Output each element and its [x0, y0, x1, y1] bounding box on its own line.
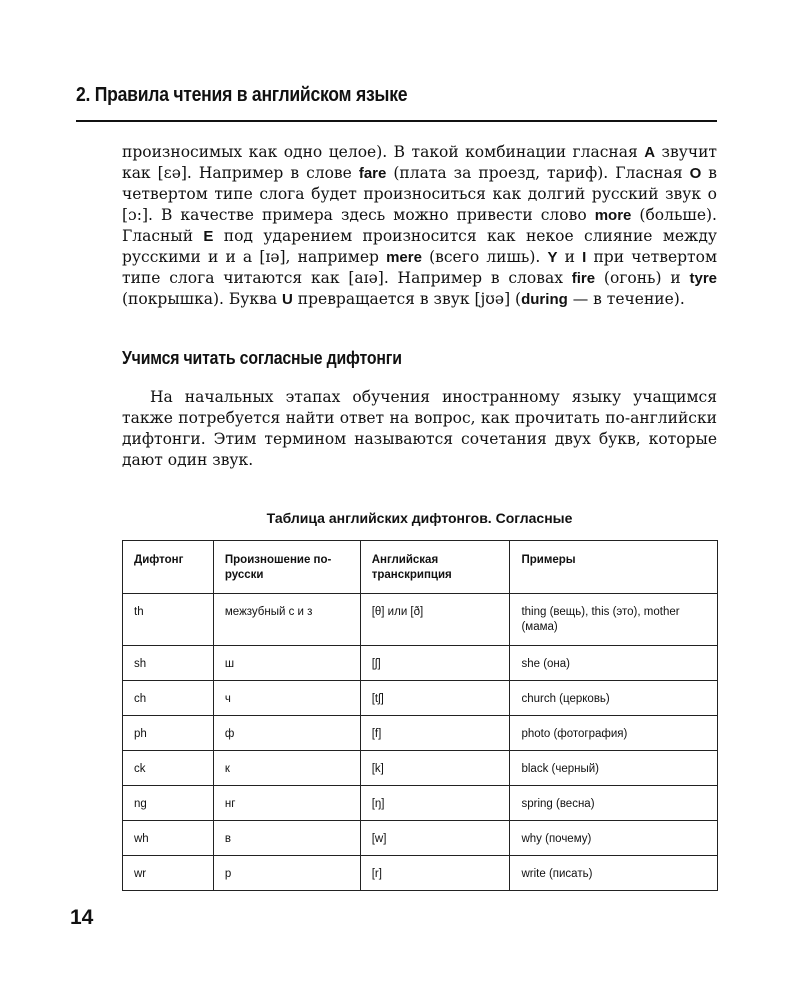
table-row [123, 716, 718, 751]
cell-transcription: [f] [360, 716, 510, 751]
cell-examples: thing (вещь), this (это), mother (мама) [510, 594, 718, 646]
key-letter: O [689, 165, 702, 182]
cell-digraph: ph [123, 716, 214, 751]
cell-digraph: th [123, 594, 214, 646]
example-word: during [521, 291, 568, 308]
paragraph-text: (покрышка). Буква [122, 290, 282, 308]
cell-pronunciation: ш [213, 646, 360, 681]
column-header-examples: Примеры [510, 541, 718, 594]
column-header-digraph: Дифтонг [123, 541, 214, 594]
paragraph-vowel-combinations [122, 142, 717, 310]
cell-examples: spring (весна) [510, 786, 718, 821]
chapter-title: 2. Правила чтения в английском языке [76, 84, 408, 106]
key-letter: I [582, 249, 587, 266]
example-word: tyre [689, 270, 718, 287]
cell-transcription: [tʃ] [360, 681, 510, 716]
cell-examples: church (церковь) [510, 681, 718, 716]
key-letter: Y [547, 249, 558, 266]
paragraph-text: и [557, 248, 583, 266]
table-row [123, 786, 718, 821]
key-letter: E [203, 228, 214, 245]
cell-digraph: ch [123, 681, 214, 716]
cell-digraph: wh [123, 821, 214, 856]
paragraph-text: — в течение). [567, 290, 685, 308]
table-row [123, 856, 718, 891]
cell-transcription: [k] [360, 751, 510, 786]
paragraph-text: (огонь) и [595, 269, 690, 287]
paragraph-text: звучит как [ɛə]. Например в слове [122, 143, 717, 182]
cell-transcription: [r] [360, 856, 510, 891]
paragraph-text: в четвертом типе слога будет произноситься как долгий русский звук о [ɔ:]. В качестве примера здесь можно привести слово [122, 164, 718, 224]
cell-digraph: ng [123, 786, 214, 821]
paragraph-text: при четвертом типе слога читаются как [aɪə]. Например в словах [122, 248, 717, 287]
column-header-transcription: Английская транскрипция [360, 541, 510, 594]
cell-examples: black (черный) [510, 751, 718, 786]
section-paragraph: На начальных этапах обучения иностранному языку учащимся также потребуется найти ответ на вопрос, как прочитать по-английски дифтонги. Этим термином называются сочетания двух букв, которые дают один звук. [122, 388, 717, 469]
table-row [123, 646, 718, 681]
paragraph-text: (всего лишь). [421, 248, 548, 266]
table-header-row [123, 541, 718, 594]
cell-pronunciation: к [213, 751, 360, 786]
paragraph-text: (плата за проезд, тариф). Гласная [386, 164, 690, 182]
cell-digraph: ck [123, 751, 214, 786]
cell-examples: why (почему) [510, 821, 718, 856]
cell-examples: write (писать) [510, 856, 718, 891]
header-divider [76, 120, 717, 122]
paragraph-text: (больше). Гласный [122, 206, 717, 245]
cell-examples: photo (фотография) [510, 716, 718, 751]
paragraph-text: произносимых как одно целое). В такой комбинации гласная [122, 143, 645, 161]
cell-digraph: sh [123, 646, 214, 681]
section-title: Учимся читать согласные дифтонги [122, 348, 402, 368]
cell-digraph: wr [123, 856, 214, 891]
key-letter: A [644, 144, 656, 161]
table-row [123, 594, 718, 646]
cell-transcription: [ŋ] [360, 786, 510, 821]
table-caption: Таблица английских дифтонгов. Согласные [266, 510, 573, 526]
cell-transcription: [θ] или [ð] [360, 594, 510, 646]
cell-transcription: [w] [360, 821, 510, 856]
table-row [123, 751, 718, 786]
digraph-table [122, 540, 718, 891]
example-word: fire [571, 270, 596, 287]
cell-transcription: [ʃ] [360, 646, 510, 681]
cell-pronunciation: ч [213, 681, 360, 716]
cell-examples: she (она) [510, 646, 718, 681]
example-word: mere [386, 249, 422, 266]
cell-pronunciation: нг [213, 786, 360, 821]
table-row [123, 821, 718, 856]
example-word: fare [358, 165, 387, 182]
paragraph-text: под ударением произносится как некое слияние между русскими и и а [ɪə], например [122, 227, 717, 266]
page-number: 14 [70, 906, 94, 929]
cell-pronunciation: р [213, 856, 360, 891]
cell-pronunciation: в [213, 821, 360, 856]
paragraph-text: превращается в звук [jʊə] ( [292, 290, 522, 308]
column-header-pronunciation: Произношение по-русски [213, 541, 360, 594]
table-row [123, 681, 718, 716]
key-letter: U [282, 291, 293, 308]
cell-pronunciation: межзубный с и з [213, 594, 360, 646]
example-word: more [594, 207, 632, 224]
cell-pronunciation: ф [213, 716, 360, 751]
